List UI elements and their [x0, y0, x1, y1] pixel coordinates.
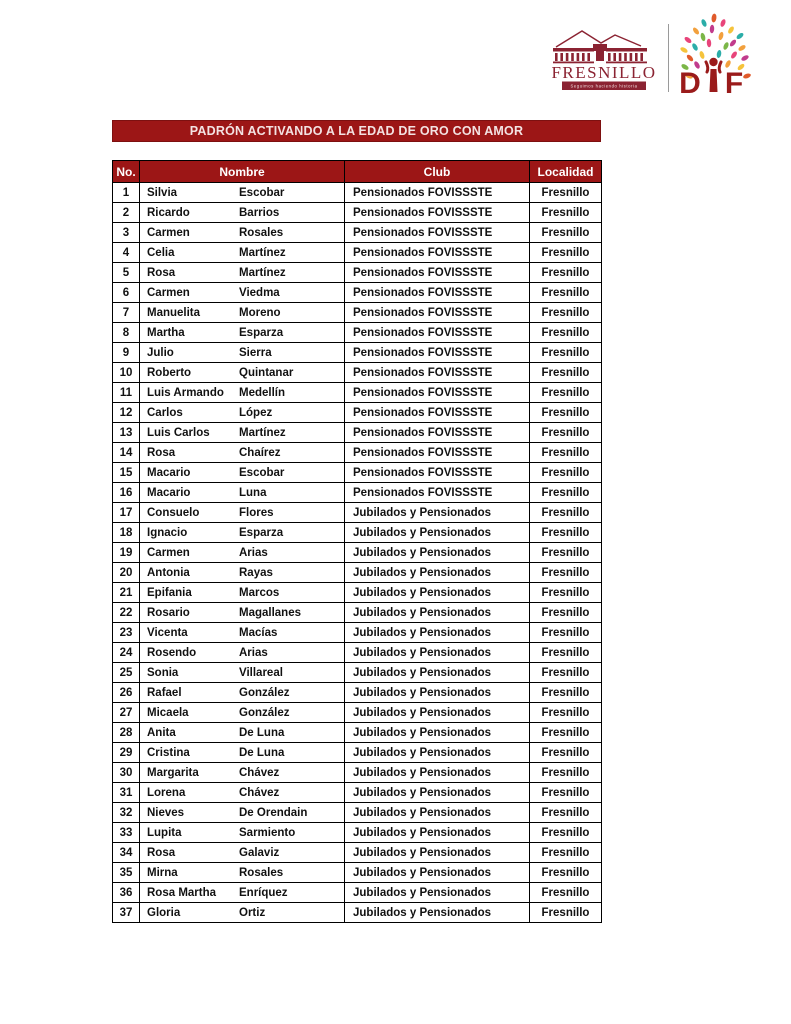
cell-club: Pensionados FOVISSSTE	[345, 283, 530, 303]
cell-number: 37	[113, 903, 140, 923]
table-row	[113, 643, 602, 663]
cell-club: Pensionados FOVISSSTE	[345, 363, 530, 383]
last-name: Arias	[239, 646, 268, 659]
cell-localidad: Fresnillo	[530, 383, 602, 403]
cell-number: 7	[113, 303, 140, 323]
cell-localidad: Fresnillo	[530, 663, 602, 683]
cell-name	[140, 303, 345, 323]
dif-logo-icon	[676, 10, 754, 102]
last-name: Macías	[239, 626, 278, 639]
last-name: Chávez	[239, 786, 280, 799]
last-name: Chávez	[239, 766, 280, 779]
cell-name	[140, 863, 345, 883]
cell-number: 24	[113, 643, 140, 663]
roster-table	[112, 160, 602, 923]
table-row	[113, 543, 602, 563]
table-row	[113, 463, 602, 483]
cell-club: Pensionados FOVISSSTE	[345, 183, 530, 203]
first-name: Martha	[147, 326, 185, 339]
cell-name	[140, 783, 345, 803]
cell-club: Jubilados y Pensionados	[345, 723, 530, 743]
first-name: Anita	[147, 726, 176, 739]
cell-name	[140, 483, 345, 503]
last-name: Esparza	[239, 526, 284, 539]
last-name: Flores	[239, 506, 274, 519]
table-row	[113, 363, 602, 383]
document-title: PADRÓN ACTIVANDO A LA EDAD DE ORO CON AMOR	[189, 124, 524, 138]
cell-number: 6	[113, 283, 140, 303]
table-row	[113, 843, 602, 863]
cell-localidad: Fresnillo	[530, 363, 602, 383]
cell-number: 14	[113, 443, 140, 463]
table-row	[113, 243, 602, 263]
last-name: Enríquez	[239, 886, 288, 899]
table-row	[113, 723, 602, 743]
cell-club: Pensionados FOVISSSTE	[345, 303, 530, 323]
cell-localidad: Fresnillo	[530, 743, 602, 763]
first-name: Cristina	[147, 746, 190, 759]
dif-letter-f: F	[724, 67, 744, 100]
cell-number: 1	[113, 183, 140, 203]
cell-club: Jubilados y Pensionados	[345, 663, 530, 683]
logo-strip	[540, 10, 755, 102]
first-name: Vicenta	[147, 626, 188, 639]
cell-club: Pensionados FOVISSSTE	[345, 443, 530, 463]
table-row	[113, 383, 602, 403]
cell-club: Pensionados FOVISSSTE	[345, 483, 530, 503]
cell-club: Pensionados FOVISSSTE	[345, 263, 530, 283]
last-name: Escobar	[239, 186, 285, 199]
cell-localidad: Fresnillo	[530, 243, 602, 263]
first-name: Julio	[147, 346, 174, 359]
cell-name	[140, 583, 345, 603]
cell-name	[140, 263, 345, 283]
cell-club: Jubilados y Pensionados	[345, 783, 530, 803]
first-name: Carlos	[147, 406, 183, 419]
first-name: Rosa	[147, 446, 176, 459]
cell-club: Jubilados y Pensionados	[345, 563, 530, 583]
cell-localidad: Fresnillo	[530, 623, 602, 643]
last-name: Galaviz	[239, 846, 280, 859]
table-row	[113, 763, 602, 783]
cell-localidad: Fresnillo	[530, 463, 602, 483]
last-name: Viedma	[239, 286, 280, 299]
dif-letter-d: D	[679, 67, 701, 100]
cell-club: Jubilados y Pensionados	[345, 743, 530, 763]
table-row	[113, 223, 602, 243]
cell-club: Jubilados y Pensionados	[345, 863, 530, 883]
cell-name	[140, 563, 345, 583]
cell-club: Jubilados y Pensionados	[345, 583, 530, 603]
cell-club: Pensionados FOVISSSTE	[345, 343, 530, 363]
header-localidad: Localidad	[530, 161, 602, 183]
first-name: Carmen	[147, 546, 190, 559]
cell-club: Pensionados FOVISSSTE	[345, 323, 530, 343]
cell-name	[140, 883, 345, 903]
first-name: Antonia	[147, 566, 190, 579]
cell-club: Jubilados y Pensionados	[345, 703, 530, 723]
table-row	[113, 443, 602, 463]
cell-number: 11	[113, 383, 140, 403]
table-row	[113, 283, 602, 303]
first-name: Silvia	[147, 186, 178, 199]
cell-number: 19	[113, 543, 140, 563]
cell-club: Jubilados y Pensionados	[345, 883, 530, 903]
table-row	[113, 423, 602, 443]
cell-number: 17	[113, 503, 140, 523]
table-row	[113, 683, 602, 703]
cell-localidad: Fresnillo	[530, 263, 602, 283]
cell-name	[140, 283, 345, 303]
first-name: Gloria	[147, 906, 181, 919]
cell-name	[140, 823, 345, 843]
fresnillo-logo-text: FRESNILLO	[551, 63, 657, 82]
cell-name	[140, 463, 345, 483]
cell-number: 34	[113, 843, 140, 863]
cell-name	[140, 743, 345, 763]
cell-club: Pensionados FOVISSSTE	[345, 223, 530, 243]
cell-localidad: Fresnillo	[530, 783, 602, 803]
table-row	[113, 503, 602, 523]
cell-number: 33	[113, 823, 140, 843]
first-name: Rosa Martha	[147, 886, 217, 899]
cell-name	[140, 623, 345, 643]
last-name: De Luna	[239, 746, 285, 759]
table-row	[113, 343, 602, 363]
cell-number: 27	[113, 703, 140, 723]
cell-number: 29	[113, 743, 140, 763]
last-name: Esparza	[239, 326, 284, 339]
first-name: Mirna	[147, 866, 178, 879]
cell-name	[140, 723, 345, 743]
table-row	[113, 403, 602, 423]
cell-number: 9	[113, 343, 140, 363]
last-name: Martínez	[239, 266, 286, 279]
cell-localidad: Fresnillo	[530, 423, 602, 443]
cell-localidad: Fresnillo	[530, 183, 602, 203]
last-name: Barrios	[239, 206, 280, 219]
last-name: Marcos	[239, 586, 280, 599]
cell-number: 25	[113, 663, 140, 683]
cell-club: Pensionados FOVISSSTE	[345, 403, 530, 423]
cell-number: 16	[113, 483, 140, 503]
first-name: Celia	[147, 246, 175, 259]
table-row	[113, 583, 602, 603]
cell-number: 31	[113, 783, 140, 803]
cell-number: 21	[113, 583, 140, 603]
last-name: López	[239, 406, 273, 419]
cell-club: Jubilados y Pensionados	[345, 823, 530, 843]
table-row	[113, 603, 602, 623]
cell-name	[140, 663, 345, 683]
last-name: Magallanes	[239, 606, 301, 619]
cell-name	[140, 203, 345, 223]
cell-localidad: Fresnillo	[530, 763, 602, 783]
table-row	[113, 783, 602, 803]
fresnillo-tagline: Seguimos haciendo historia	[570, 83, 638, 89]
cell-number: 22	[113, 603, 140, 623]
last-name: González	[239, 706, 290, 719]
cell-number: 35	[113, 863, 140, 883]
cell-localidad: Fresnillo	[530, 543, 602, 563]
last-name: De Luna	[239, 726, 285, 739]
cell-club: Jubilados y Pensionados	[345, 803, 530, 823]
first-name: Rosa	[147, 846, 176, 859]
last-name: Sierra	[239, 346, 272, 359]
cell-number: 15	[113, 463, 140, 483]
cell-club: Pensionados FOVISSSTE	[345, 203, 530, 223]
cell-name	[140, 543, 345, 563]
cell-name	[140, 643, 345, 663]
cell-name	[140, 903, 345, 923]
document-title-bar	[112, 120, 601, 142]
cell-name	[140, 363, 345, 383]
cell-number: 36	[113, 883, 140, 903]
cell-club: Pensionados FOVISSSTE	[345, 463, 530, 483]
cell-name	[140, 603, 345, 623]
cell-club: Jubilados y Pensionados	[345, 683, 530, 703]
cell-localidad: Fresnillo	[530, 883, 602, 903]
cell-localidad: Fresnillo	[530, 403, 602, 423]
cell-number: 3	[113, 223, 140, 243]
cell-number: 32	[113, 803, 140, 823]
last-name: Arias	[239, 546, 268, 559]
first-name: Sonia	[147, 666, 179, 679]
cell-localidad: Fresnillo	[530, 903, 602, 923]
last-name: González	[239, 686, 290, 699]
cell-localidad: Fresnillo	[530, 603, 602, 623]
first-name: Ricardo	[147, 206, 190, 219]
last-name: Escobar	[239, 466, 285, 479]
table-row	[113, 903, 602, 923]
cell-club: Pensionados FOVISSSTE	[345, 383, 530, 403]
first-name: Margarita	[147, 766, 199, 779]
cell-name	[140, 343, 345, 363]
cell-name	[140, 423, 345, 443]
cell-name	[140, 763, 345, 783]
table-row	[113, 803, 602, 823]
cell-localidad: Fresnillo	[530, 303, 602, 323]
last-name: Moreno	[239, 306, 281, 319]
cell-localidad: Fresnillo	[530, 443, 602, 463]
table-row	[113, 823, 602, 843]
table-row	[113, 663, 602, 683]
table-row	[113, 883, 602, 903]
last-name: Ortiz	[239, 906, 266, 919]
cell-club: Jubilados y Pensionados	[345, 523, 530, 543]
first-name: Rosario	[147, 606, 190, 619]
cell-localidad: Fresnillo	[530, 823, 602, 843]
cell-localidad: Fresnillo	[530, 223, 602, 243]
cell-localidad: Fresnillo	[530, 863, 602, 883]
cell-localidad: Fresnillo	[530, 283, 602, 303]
cell-number: 26	[113, 683, 140, 703]
cell-name	[140, 443, 345, 463]
cell-name	[140, 323, 345, 343]
table-row	[113, 483, 602, 503]
table-row	[113, 523, 602, 543]
cell-name	[140, 403, 345, 423]
first-name: Carmen	[147, 226, 190, 239]
table-body	[113, 183, 602, 923]
cell-localidad: Fresnillo	[530, 503, 602, 523]
cell-localidad: Fresnillo	[530, 583, 602, 603]
cell-name	[140, 803, 345, 823]
cell-club: Jubilados y Pensionados	[345, 643, 530, 663]
cell-number: 4	[113, 243, 140, 263]
last-name: Sarmiento	[239, 826, 296, 839]
table-header-row	[113, 161, 602, 183]
cell-localidad: Fresnillo	[530, 803, 602, 823]
cell-localidad: Fresnillo	[530, 563, 602, 583]
header-nombre: Nombre	[140, 161, 345, 183]
cell-name	[140, 383, 345, 403]
cell-name	[140, 683, 345, 703]
logo-divider	[668, 24, 669, 92]
cell-name	[140, 223, 345, 243]
cell-number: 12	[113, 403, 140, 423]
cell-club: Jubilados y Pensionados	[345, 903, 530, 923]
cell-number: 13	[113, 423, 140, 443]
cell-localidad: Fresnillo	[530, 703, 602, 723]
header-club: Club	[345, 161, 530, 183]
cell-localidad: Fresnillo	[530, 523, 602, 543]
last-name: Rayas	[239, 566, 273, 579]
cell-number: 5	[113, 263, 140, 283]
first-name: Roberto	[147, 366, 192, 379]
cell-number: 8	[113, 323, 140, 343]
first-name: Consuelo	[147, 506, 200, 519]
cell-name	[140, 503, 345, 523]
first-name: Lupita	[147, 826, 182, 839]
cell-localidad: Fresnillo	[530, 643, 602, 663]
last-name: Quintanar	[239, 366, 294, 379]
last-name: Luna	[239, 486, 267, 499]
table-row	[113, 303, 602, 323]
first-name: Luis Carlos	[147, 426, 210, 439]
cell-name	[140, 523, 345, 543]
first-name: Rafael	[147, 686, 182, 699]
cell-number: 28	[113, 723, 140, 743]
cell-club: Jubilados y Pensionados	[345, 763, 530, 783]
cell-name	[140, 243, 345, 263]
first-name: Manuelita	[147, 306, 201, 319]
header-no: No.	[113, 161, 140, 183]
cell-localidad: Fresnillo	[530, 203, 602, 223]
table-row	[113, 183, 602, 203]
table-row	[113, 263, 602, 283]
first-name: Rosendo	[147, 646, 197, 659]
last-name: Rosales	[239, 226, 284, 239]
last-name: Rosales	[239, 866, 284, 879]
last-name: De Orendain	[239, 806, 308, 819]
cell-name	[140, 703, 345, 723]
first-name: Macario	[147, 486, 191, 499]
first-name: Luis Armando	[147, 386, 224, 399]
table-row	[113, 863, 602, 883]
cell-localidad: Fresnillo	[530, 683, 602, 703]
table-row	[113, 203, 602, 223]
first-name: Lorena	[147, 786, 186, 799]
first-name: Nieves	[147, 806, 185, 819]
cell-number: 18	[113, 523, 140, 543]
first-name: Macario	[147, 466, 191, 479]
cell-localidad: Fresnillo	[530, 323, 602, 343]
cell-number: 10	[113, 363, 140, 383]
first-name: Micaela	[147, 706, 189, 719]
cell-club: Jubilados y Pensionados	[345, 543, 530, 563]
cell-number: 23	[113, 623, 140, 643]
table-row	[113, 703, 602, 723]
cell-localidad: Fresnillo	[530, 483, 602, 503]
first-name: Carmen	[147, 286, 190, 299]
fresnillo-logo-icon	[544, 24, 664, 94]
first-name: Epifania	[147, 586, 192, 599]
last-name: Chaírez	[239, 446, 281, 459]
cell-localidad: Fresnillo	[530, 843, 602, 863]
cell-name	[140, 183, 345, 203]
cell-localidad: Fresnillo	[530, 723, 602, 743]
cell-club: Jubilados y Pensionados	[345, 843, 530, 863]
cell-number: 2	[113, 203, 140, 223]
cell-club: Jubilados y Pensionados	[345, 503, 530, 523]
cell-localidad: Fresnillo	[530, 343, 602, 363]
last-name: Villareal	[239, 666, 283, 679]
cell-number: 30	[113, 763, 140, 783]
cell-club: Jubilados y Pensionados	[345, 623, 530, 643]
first-name: Ignacio	[147, 526, 188, 539]
cell-club: Pensionados FOVISSSTE	[345, 243, 530, 263]
cell-club: Jubilados y Pensionados	[345, 603, 530, 623]
first-name: Rosa	[147, 266, 176, 279]
last-name: Martínez	[239, 426, 286, 439]
table-row	[113, 623, 602, 643]
table-row	[113, 563, 602, 583]
table-row	[113, 743, 602, 763]
cell-club: Pensionados FOVISSSTE	[345, 423, 530, 443]
last-name: Martínez	[239, 246, 286, 259]
cell-name	[140, 843, 345, 863]
last-name: Medellín	[239, 386, 286, 399]
table-row	[113, 323, 602, 343]
cell-number: 20	[113, 563, 140, 583]
